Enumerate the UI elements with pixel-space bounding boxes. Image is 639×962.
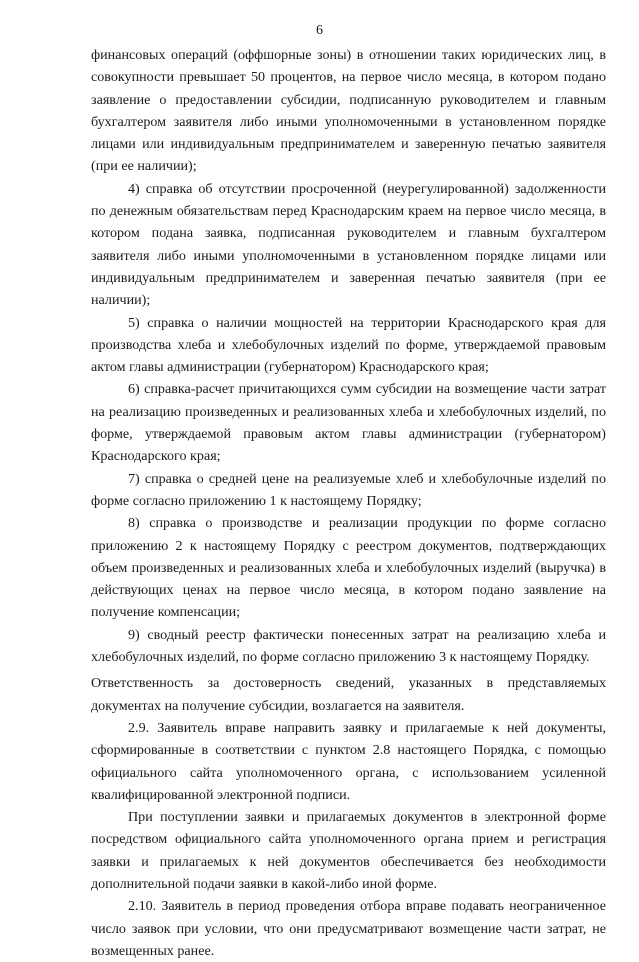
paragraph-2-10: 2.10. Заявитель в период проведения отбора вправе подавать неограниченное число заявок при условии, что они предусматривают возмещение части затрат, не возмещенных ранее. — [91, 898, 606, 959]
paragraph-item-9: 9) сводный реестр фактически понесенных затрат на реализацию хлеба и хлебобулочных изделий, по форме согласно приложению 3 к настоящему Порядку. — [91, 626, 606, 666]
paragraph-2-9: 2.9. Заявитель вправе направить заявку и прилагаемые к ней документы, сформированные в соответствии с пунктом 2.8 настоящего Порядка, с помощью официального сайта уполномоченного органа, с использованием усиленной квалифицированной электронной подписи. — [91, 719, 606, 803]
paragraph-item-6: 6) справка-расчет причитающихся сумм субсидии на возмещение части затрат на реализацию произведенных и реализованных хлеба и хлебобулочных изделий, по форме, утверждаемой правовым актом главы администрации (губернатором) Краснодарского края; — [91, 381, 606, 465]
paragraph-responsibility: Ответственность за достоверность сведений, указанных в представляемых документах на получение субсидии, возлагается на заявителя. — [91, 675, 606, 714]
paragraph-continuation: финансовых операций (оффшорные зоны) в отношении таких юридических лиц, в совокупности превышает 50 процентов, на первое число месяца, в котором подано заявление о предоставлении субсидии, подписанную руководителем и главным бухгалтером заявителя либо иными уполномоченными в установленном порядке лицами или индивидуальным предпринимателем и заверенную печатью заявителя (при ее наличии); — [91, 47, 606, 175]
paragraph-item-7: 7) справка о средней цене на реализуемые хлеб и хлебобулочные изделий по форме согласно приложению 1 к настоящему Порядку; — [91, 470, 606, 509]
document-body — [91, 44, 606, 962]
paragraph-electronic-submission: При поступлении заявки и прилагаемых документов в электронной форме посредством официального сайта уполномоченного органа прием и регистрация заявки и прилагаемых к ней документов обеспечивается без необходимости дополнительной подачи заявки в какой-либо иной форме. — [91, 809, 606, 892]
page-number: 6 — [316, 23, 323, 38]
paragraph-item-5: 5) справка о наличии мощностей на территории Краснодарского края для производства хлеба и хлебобулочных изделий по форме, утверждаемой правовым актом главы администрации (губернатором) Краснодарского края; — [91, 314, 606, 376]
paragraph-item-4: 4) справка об отсутствии просроченной (неурегулированной) задолженности по денежным обязательствам перед Краснодарским краем на первое число месяца, в котором подана заявка, подписанная руководителем и главным бухгалтером заявителя либо иными уполномоченными в установленном порядке лицами или индивидуальным предпринимателем и заверенная печатью заявителя (при ее наличии); — [91, 180, 606, 309]
paragraph-item-8: 8) справка о производстве и реализации продукции по форме согласно приложению 2 к настоящему Порядку с реестром документов, подтверждающих объем произведенных и реализованных хлеба и хлебобулочных изделий (выручка) в действующих ценах на первое число месяца, в котором подано заявление на получение компенсации; — [91, 515, 606, 621]
